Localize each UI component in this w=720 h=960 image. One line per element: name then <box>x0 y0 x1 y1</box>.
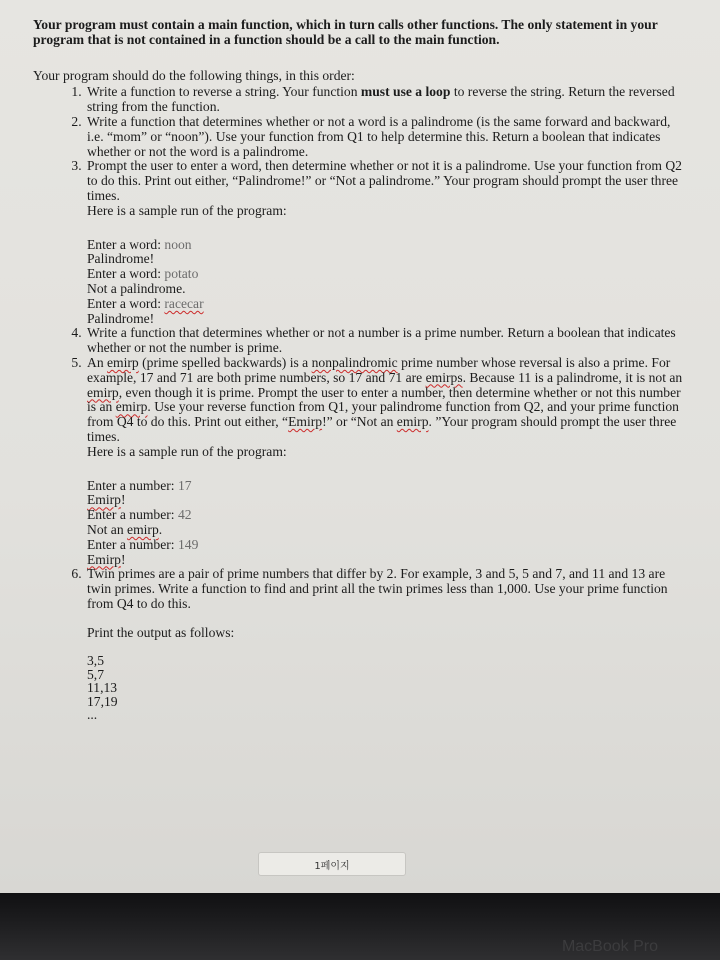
run-input: potato <box>164 266 199 282</box>
task-6-text: Twin primes are a pair of prime numbers that differ by 2. For example, 3 and 5, 5 and 7, and 11 and 13 are twin primes. Write a function to find and print all the twin primes less than 1,000. Use your prime function from Q4 to do this. <box>87 566 668 611</box>
run-line <box>87 297 683 312</box>
run-input: racecar <box>164 295 204 311</box>
task-6 <box>85 567 683 721</box>
text-run: , even though it is prime. Prompt the user to enter a number, then determine whether or not this number is an <box>87 384 681 415</box>
misspelled-word: emirp <box>87 384 119 400</box>
task-2-text: Write a function that determines whether or not a word is a palindrome (is the same forward and backward, i.e. “mom” or “noon”). Use your function from Q1 to help determine this. Return a boolean that indicates whether or not the word is a palindrome. <box>87 113 671 159</box>
run-output <box>87 553 683 568</box>
run-prompt: Enter a word: <box>87 236 165 252</box>
task-3-text: Prompt the user to enter a word, then determine whether or not it is a palindrome. Use your function from Q2 to do this. Print out either, “Palindrome!” or “Not a palindrome.” Your program should prompt the user three times. <box>87 158 682 203</box>
page-indicator-label: 1페이지 <box>314 860 350 872</box>
misspelled-word: emirp <box>107 354 139 370</box>
text-run: (prime spelled backwards) is a <box>138 354 312 370</box>
run-line <box>87 479 683 494</box>
text-run: prime number whose reversal is also a prime. For example, 17 and 71 are both prime numbers, so 17 and 71 are <box>87 354 671 385</box>
task-6-print-instruction: Print the output as follows: <box>87 624 235 640</box>
task-4 <box>85 326 683 356</box>
task-3-sample-heading: Here is a sample run of the program: <box>87 202 287 218</box>
task-list <box>33 85 683 721</box>
text-run: . Use your reverse function from Q1, your palindrome function from Q2, and your prime function from Q4 to do this. Print out either, “ <box>87 399 679 430</box>
task-1-emphasis: must use a loop <box>360 84 451 100</box>
intro-paragraph: Your program must contain a main function, which in turn calls other functions. The only statement in your program that is not contained in a function should be a call to the main function. <box>33 17 658 47</box>
misspelled-word: emirp <box>127 521 159 537</box>
run-line <box>87 508 683 523</box>
misspelled-word: emirp <box>115 399 148 415</box>
text-run: Not an <box>87 521 128 537</box>
misspelled-word: Emirp <box>87 492 121 508</box>
task-5-sample-run <box>87 479 683 568</box>
task-1-text-a: Write a function to reverse a string. Your function <box>87 84 361 100</box>
task-5 <box>85 356 683 567</box>
output-line: 5,7 <box>87 666 104 682</box>
run-input: noon <box>164 236 192 252</box>
text-run: An <box>87 354 108 370</box>
output-line: 17,19 <box>87 693 118 709</box>
task-5-text <box>87 355 682 444</box>
text-run: . <box>158 521 163 537</box>
run-line <box>87 267 683 282</box>
run-output <box>87 493 683 508</box>
run-output: Not a palindrome. <box>87 280 186 296</box>
lead-sentence: Your program should do the following things, in this order: <box>33 67 355 83</box>
run-line <box>87 538 683 553</box>
task-6-output <box>87 654 683 721</box>
text-run: !” or “Not an <box>322 414 397 430</box>
text-run: ! <box>120 492 126 508</box>
text-run: . ”Your program should prompt the user three times. <box>87 414 677 444</box>
task-1-text-b: to reverse the string. Return the reversed string from the function. <box>87 84 675 115</box>
output-line: 3,5 <box>87 653 104 669</box>
misspelled-word: emirp <box>396 414 429 430</box>
run-prompt: Enter a number: <box>87 507 178 523</box>
run-input: 42 <box>177 507 192 523</box>
spacer <box>87 612 683 626</box>
run-output: Palindrome! <box>87 310 155 326</box>
run-input: 149 <box>177 536 199 552</box>
task-5-sample-heading: Here is a sample run of the program: <box>87 443 287 459</box>
run-prompt: Enter a number: <box>87 477 178 493</box>
document-content <box>33 18 683 722</box>
task-3-sample-run <box>87 238 683 327</box>
run-output: Palindrome! <box>87 251 155 267</box>
output-line: 11,13 <box>87 680 118 696</box>
misspelled-word: nonpalindromic <box>311 354 398 370</box>
brand-label: MacBook Pro <box>561 938 658 955</box>
task-1 <box>85 85 683 115</box>
page-indicator[interactable] <box>258 852 406 876</box>
misspelled-word: Emirp <box>288 414 323 430</box>
misspelled-word: Emirp <box>87 551 121 567</box>
run-prompt: Enter a number: <box>87 536 178 552</box>
run-input: 17 <box>177 477 192 493</box>
run-output <box>87 523 683 538</box>
task-3 <box>85 159 683 326</box>
laptop-bezel <box>0 893 720 960</box>
run-prompt: Enter a word: <box>87 266 165 282</box>
task-4-text: Write a function that determines whether or not a number is a prime number. Return a boolean that indicates whether or not the number is prime. <box>87 325 676 356</box>
run-line <box>87 238 683 253</box>
output-line: ... <box>87 707 98 723</box>
misspelled-word: emirps <box>425 369 463 385</box>
run-prompt: Enter a word: <box>87 295 165 311</box>
text-run: ! <box>120 551 126 567</box>
task-2 <box>85 115 683 159</box>
text-run: . Because 11 is a palindrome, it is not an <box>462 369 683 385</box>
